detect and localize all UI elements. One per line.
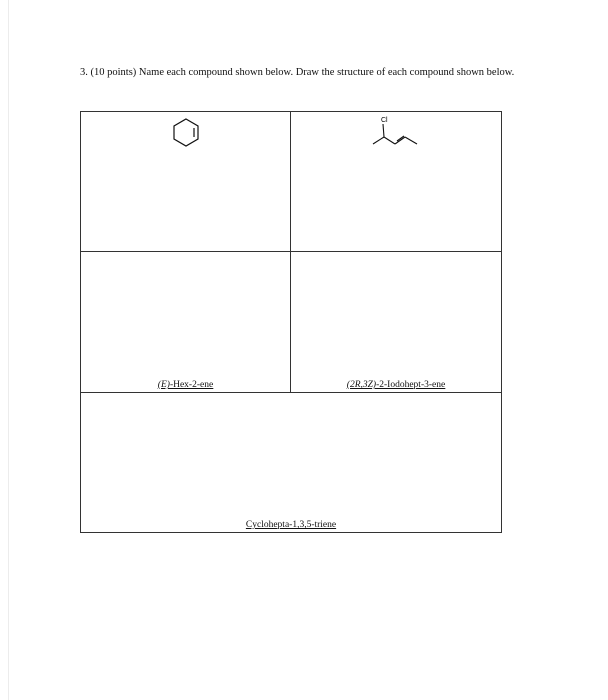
answer-grid: [80, 111, 502, 533]
cell-row1-right: [291, 112, 501, 252]
cyclohexene-structure-icon: [170, 117, 202, 147]
chloro-alkene-structure-icon: [371, 115, 427, 147]
cell-row2-left: [81, 252, 291, 393]
compound-name-cycloheptatriene: Cyclohepta-1,3,5-triene: [245, 520, 337, 530]
page-edge: [8, 0, 9, 700]
cell-row3: [81, 393, 501, 532]
chlorine-atom-label: Cl: [381, 117, 388, 124]
question-text: 3. (10 points) Name each compound shown below. Draw the structure of each compound shown below.: [80, 67, 515, 78]
compound-name-hexene: (E)-Hex-2-ene: [157, 380, 214, 390]
cell-row1-left: [81, 112, 291, 252]
compound-name-iodoheptene: (2R,3Z)-2-Iodohept-3-ene: [346, 380, 446, 390]
cell-row2-right: [291, 252, 501, 393]
